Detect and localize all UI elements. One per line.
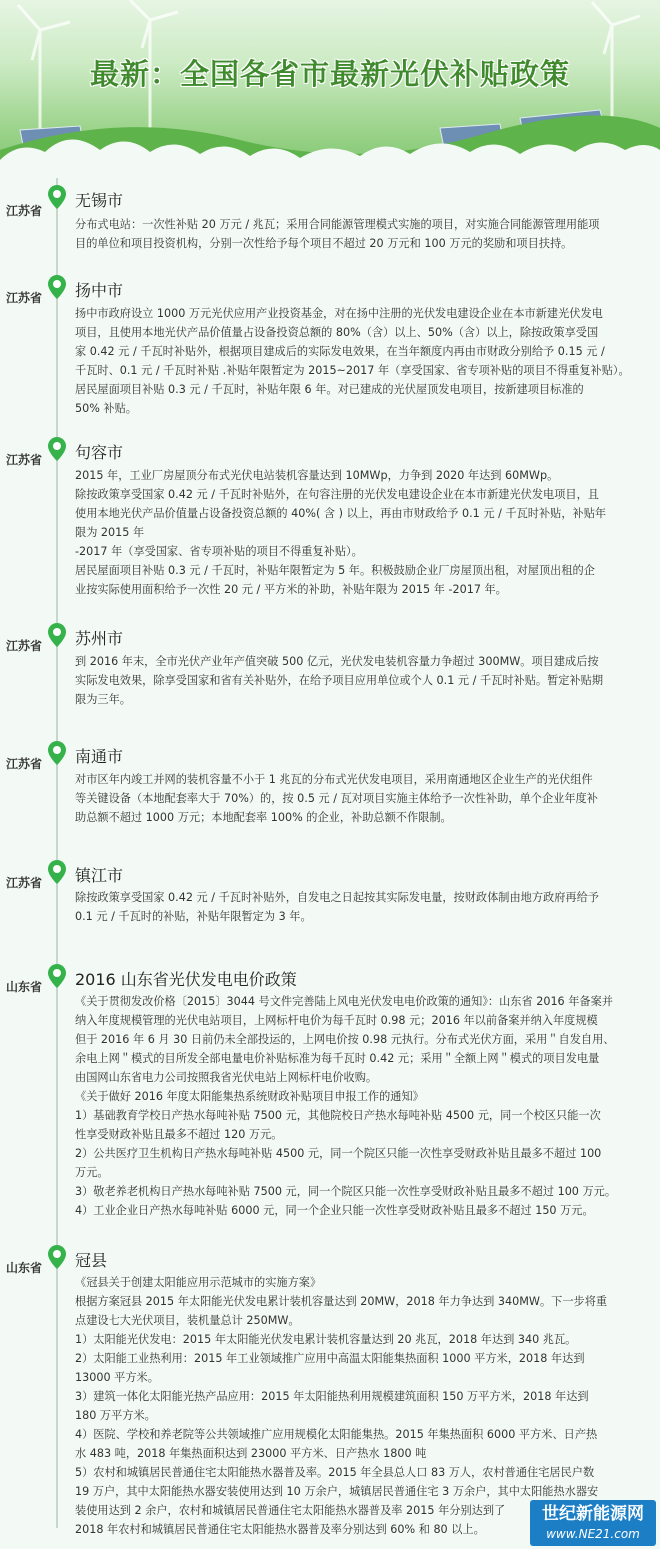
city-title: 2016 山东省光伏发电电价政策	[75, 970, 297, 989]
policy-line: 分布式电站：一次性补贴 20 万元 / 兆瓦；采用合同能源管理模式实施的项目，对实施合同能源管理用能项	[75, 218, 600, 231]
location-pin-icon	[48, 623, 66, 647]
province-label: 江苏省	[6, 291, 43, 305]
location-pin-icon	[48, 964, 66, 988]
policy-line: 到 2016 年末，全市光伏产业年产值突破 500 亿元，光伏发电装机容量力争超过 300MW。项目建成后按	[75, 655, 599, 668]
location-pin-icon	[48, 860, 66, 884]
policy-line: 4）医院、学校和养老院等公共领域推广应用规模化太阳能集热。2015 年集热面积 6000 平方米、日产热	[75, 1428, 598, 1441]
policy-line: 等关键设备（本地配套率大于 70%）的，按 0.5 元 / 瓦对项目实施主体给予一次性补助，单个企业年度补	[75, 792, 598, 805]
policy-line: 纳入年度规模管理的光伏电站项目，上网标杆电价为每千瓦时 0.98 元；2016 年以前备案并纳入年度规模	[75, 1014, 598, 1027]
policy-line: 50% 补贴。	[75, 402, 137, 415]
city-title: 南通市	[75, 747, 124, 766]
policy-line: 水 483 吨，2018 年集热面积达到 23000 平方米、日产热水 1800 吨	[75, 1447, 427, 1460]
city-title: 句容市	[75, 443, 124, 462]
policy-line: 1）太阳能光伏发电：2015 年太阳能光伏发电累计装机容量达到 20 兆瓦，2018 年达到 340 兆瓦。	[75, 1333, 577, 1346]
location-pin-icon	[48, 1245, 66, 1269]
policy-line: 2015 年，工业厂房屋顶分布式光伏电站装机容量达到 10MWp，力争到 2020 年达到 60MWp。	[75, 469, 559, 482]
policy-line: 《关于贯彻发改价格〔2015〕3044 号文件完善陆上风电光伏发电电价政策的通知》：山东省 2016 年备案并	[75, 995, 613, 1008]
policy-text	[75, 215, 640, 253]
policy-text	[75, 652, 640, 709]
policy-line: 千瓦时、0.1 元 / 千瓦时补贴 .补贴年限暂定为 2015~2017 年（享受国家、省专项补贴的项目不得重复补贴）。	[75, 364, 630, 377]
province-label: 江苏省	[6, 757, 43, 771]
policy-line: 0.1 元 / 千瓦时的补贴，补贴年限暂定为 3 年。	[75, 910, 312, 923]
policy-line: 除按政策享受国家 0.42 元 / 千瓦时补贴外，在句容注册的光伏发电建设企业在本市新建光伏发电项目，且	[75, 488, 599, 501]
policy-line: 业按实际使用面积给予一次性 20 元 / 平方米的补助，补贴年限为 2015 年 -2017 年。	[75, 583, 507, 596]
policy-line: 180 万平方米。	[75, 1409, 156, 1422]
policy-line: 3）建筑一体化太阳能光热产品应用：2015 年太阳能热利用规模建筑面积 150 万平方米，2018 年达到	[75, 1390, 589, 1403]
policy-line: 余电上网＂模式的目所发全部电量电价补贴标准为每千瓦时 0.42 元；采用＂全额上网＂模式的项目发电量	[75, 1052, 600, 1065]
policy-line: 装使用达到 2 余户，农村和城镇居民普通住宅太阳能热水器普及率 2015 年分别达到了	[75, 1504, 506, 1517]
policy-text	[75, 304, 640, 418]
policy-line: 4）工业企业日产热水每吨补贴 6000 元，同一个企业只能一次性享受财政补贴且最多不超过 150 万元。	[75, 1204, 594, 1217]
policy-line: 项目，且使用本地光伏产品价值量占设备投资总额的 80%（含）以上、50%（含）以上，除按政策享受国	[75, 326, 599, 339]
policy-line: 2018 年农村和城镇居民普通住宅太阳能热水器普及率分别达到 60% 和 80 以上。	[75, 1523, 485, 1536]
city-title: 冠县	[75, 1251, 108, 1270]
location-pin-icon	[48, 741, 66, 765]
policy-line: 2）公共医疗卫生机构日产热水每吨补贴 4500 元，同一个院区只能一次性享受财政补贴且最多不超过 100	[75, 1147, 602, 1160]
policy-line: 根据方案冠县 2015 年太阳能光伏发电累计装机容量达到 20MW，2018 年力争达到 340MW。下一步将重	[75, 1295, 608, 1308]
site-logo	[530, 1500, 656, 1546]
policy-line: 扬中市政府设立 1000 万元光伏应用产业投资基金，对在扬中注册的光伏发电建设企业在本市新建光伏发电	[75, 307, 603, 320]
province-label: 山东省	[6, 980, 43, 994]
policy-line: 《冠县关于创建太阳能应用示范城市的实施方案》	[75, 1276, 322, 1289]
policy-text	[75, 888, 640, 926]
province-label: 江苏省	[6, 453, 43, 467]
policy-line: 使用本地光伏产品价值量占设备投资总额的 40%( 含 ) 以上，再由市财政给予 0.1 元 / 千瓦时补贴，补贴年	[75, 507, 607, 520]
location-pin-icon	[48, 437, 66, 461]
logo-url: www.NE21.com	[546, 1527, 640, 1541]
policy-line: 家 0.42 元 / 千瓦时补贴外，根据项目建成后的实际发电效果，在当年额度内再由市财政分别给予 0.15 元 /	[75, 345, 605, 358]
policy-line: 由国网山东省电力公司按照我省光伏电站上网标杆电价收购。	[75, 1071, 378, 1084]
policy-line: 对市区年内竣工并网的装机容量不小于 1 兆瓦的分布式光伏发电项目，采用南通地区企业生产的光伏组件	[75, 773, 593, 786]
policy-line: 性享受财政补贴且最多不超过 120 万元。	[75, 1128, 283, 1141]
policy-line: 3）敬老养老机构日产热水每吨补贴 7500 元，同一个院区只能一次性享受财政补贴且最多不超过 100 万元。	[75, 1185, 617, 1198]
timeline-line	[56, 178, 58, 1528]
policy-line: 19 万户，其中太阳能热水器安装使用达到 10 万余户，城镇居民普通住宅 3 万余户，其中太阳能热水器安	[75, 1485, 599, 1498]
policy-line: 除按政策享受国家 0.42 元 / 千瓦时补贴外，自发电之日起按其实际发电量，按财政体制由地方政府再给予	[75, 891, 599, 904]
city-title: 苏州市	[75, 629, 124, 648]
policy-line: -2017 年（享受国家、省专项补贴的项目不得重复补贴）。	[75, 545, 363, 558]
policy-line: 5）农村和城镇居民普通住宅太阳能热水器普及率。2015 年全县总人口 83 万人，农村普通住宅居民户数	[75, 1466, 595, 1479]
policy-line: 限为三年。	[75, 693, 131, 706]
policy-line: 13000 平方米。	[75, 1371, 159, 1384]
city-title: 无锡市	[75, 191, 124, 210]
policy-line: 助总额不超过 1000 万元；本地配套率 100% 的企业，补助总额不作限制。	[75, 811, 452, 824]
policy-text	[75, 466, 640, 599]
policy-line: 但于 2016 年 6 月 30 日前仍未全部投运的，上网电价按 0.98 元执行。分布式光伏方面，采用＂自发自用、	[75, 1033, 615, 1046]
policy-line: 限为 2015 年	[75, 526, 145, 539]
logo-name: 世纪新能源网	[542, 1504, 644, 1524]
location-pin-icon	[48, 185, 66, 209]
page-title: 最新：全国各省市最新光伏补贴政策	[89, 57, 570, 91]
policy-line: 《关于做好 2016 年度太阳能集热系统财政补贴项目申报工作的通知》	[75, 1090, 424, 1103]
province-label: 江苏省	[6, 204, 43, 218]
policy-line: 2）太阳能工业热利用：2015 年工业领域推广应用中高温太阳能集热面积 1000 平方米，2018 年达到	[75, 1352, 585, 1365]
province-label: 江苏省	[6, 639, 43, 653]
city-title: 扬中市	[75, 281, 124, 300]
policy-line: 万元。	[75, 1166, 109, 1179]
location-pin-icon	[48, 275, 66, 299]
policy-line: 1）基础教育学校日产热水每吨补贴 7500 元，其他院校日产热水每吨补贴 4500 元，同一个校区只能一次	[75, 1109, 601, 1122]
policy-line: 实际发电效果，除享受国家和省有关补贴外，在给予项目应用单位或个人 0.1 元 / 千瓦时补贴。暂定补贴期	[75, 674, 604, 687]
province-label: 江苏省	[6, 876, 43, 890]
province-label: 山东省	[6, 1261, 43, 1275]
policy-line: 居民屋面项目补贴 0.3 元 / 千瓦时，补贴年限 6 年。对已建成的光伏屋顶发电项目，按新建项目标准的	[75, 383, 584, 396]
policy-text	[75, 992, 640, 1220]
policy-text	[75, 770, 640, 827]
policy-line: 居民屋面项目补贴 0.3 元 / 千瓦时，补贴年限暂定为 5 年。积极鼓励企业厂房屋顶出租，对屋顶出租的企	[75, 564, 595, 577]
policy-line: 目的单位和项目投资机构，分别一次性给予每个项目不超过 20 万元和 100 万元的奖励和项目扶持。	[75, 237, 573, 250]
city-title: 镇江市	[75, 866, 124, 885]
policy-line: 点建设七大光伏项目，装机量总计 250MW。	[75, 1314, 300, 1327]
header-banner	[0, 0, 660, 178]
